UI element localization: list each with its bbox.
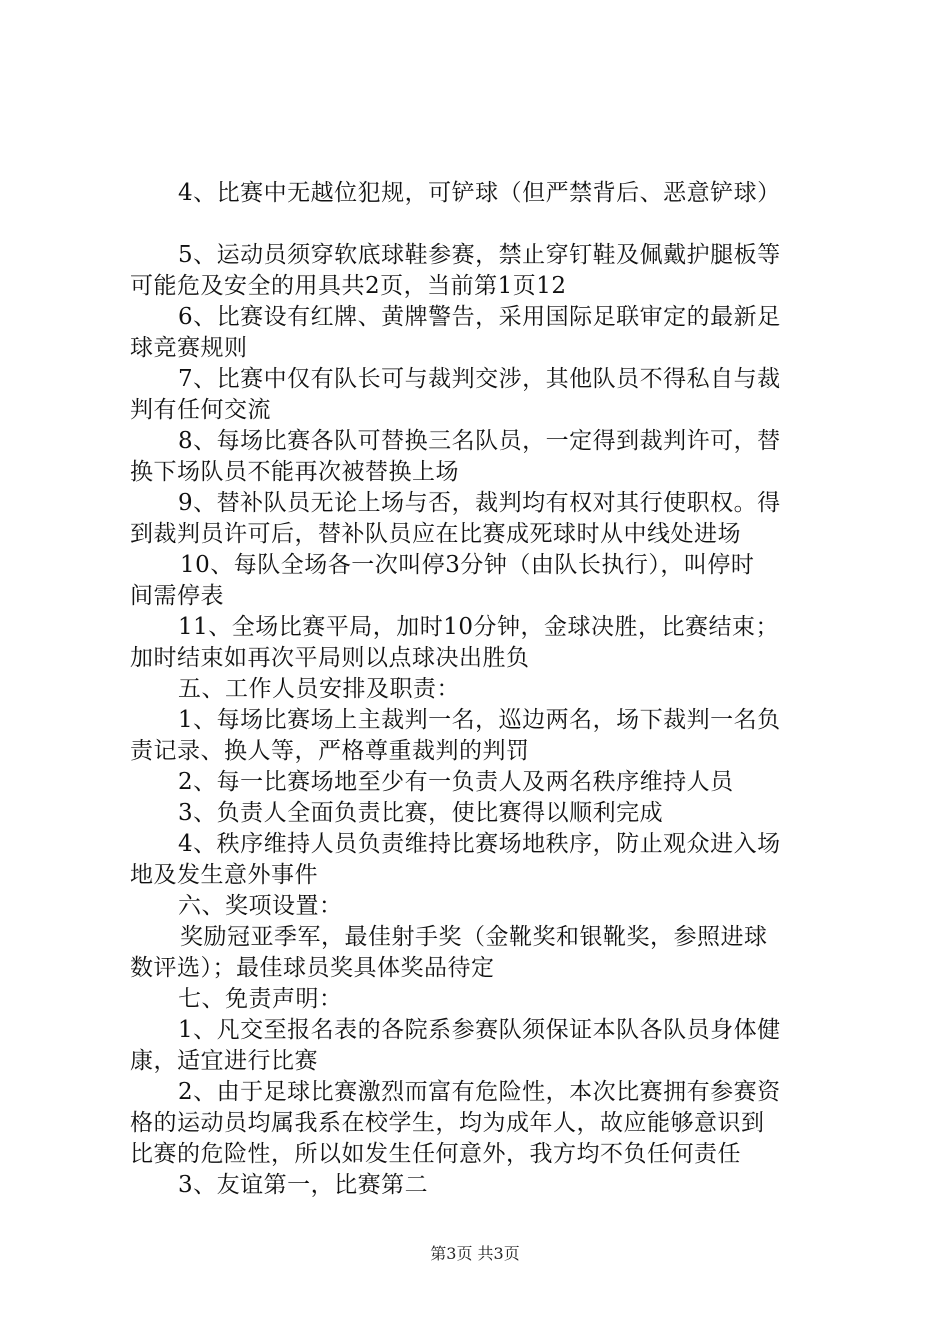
text-line: 9、替补队员无论上场与否，裁判均有权对其行使职权。得 <box>178 490 781 516</box>
text-line: 2、由于足球比赛激烈而富有危险性，本次比赛拥有参赛资 <box>178 1079 781 1105</box>
text-line: 责记录、换人等，严格尊重裁判的判罚 <box>130 738 530 764</box>
text-line: 换下场队员不能再次被替换上场 <box>130 459 459 485</box>
text-line: 判有任何交流 <box>130 397 271 423</box>
section-heading: 七、免责声明： <box>178 986 343 1012</box>
text-line: 6、比赛设有红牌、黄牌警告，采用国际足联审定的最新足 <box>178 304 781 330</box>
text-line: 球竞赛规则 <box>130 335 248 361</box>
text-line: 2、每一比赛场地至少有一负责人及两名秩序维持人员 <box>178 769 734 795</box>
text-line: 1、凡交至报名表的各院系参赛队须保证本队各队员身体健 <box>178 1017 781 1043</box>
text-line: 8、每场比赛各队可替换三名队员，一定得到裁判许可，替 <box>178 428 781 454</box>
text-line: 加时结束如再次平局则以点球决出胜负 <box>130 645 530 671</box>
text-line: 7、比赛中仅有队长可与裁判交涉，其他队员不得私自与裁 <box>178 366 781 392</box>
text-line: 格的运动员均属我系在校学生，均为成年人，故应能够意识到 <box>130 1110 765 1136</box>
text-line: 奖励冠亚季军，最佳射手奖（金靴奖和银靴奖，参照进球 <box>180 924 768 950</box>
text-line: 数评选）；最佳球员奖具体奖品待定 <box>130 955 495 981</box>
text-line: 10、每队全场各一次叫停3分钟（由队长执行），叫停时 <box>180 552 755 578</box>
text-line: 到裁判员许可后，替补队员应在比赛成死球时从中线处进场 <box>130 521 741 547</box>
text-line: 3、负责人全面负责比赛，使比赛得以顺利完成 <box>178 800 664 826</box>
text-line: 3、友谊第一，比赛第二 <box>178 1172 429 1198</box>
text-line: 4、比赛中无越位犯规，可铲球（但严禁背后、恶意铲球） <box>178 180 781 206</box>
text-line: 4、秩序维持人员负责维持比赛场地秩序，防止观众进入场 <box>178 831 781 857</box>
page-footer: 第3页 共3页 <box>430 1244 520 1263</box>
text-line: 地及发生意外事件 <box>130 862 318 888</box>
text-line: 5、运动员须穿软底球鞋参赛，禁止穿钉鞋及佩戴护腿板等 <box>178 242 781 268</box>
text-line: 间需停表 <box>130 583 224 609</box>
text-line: 1、每场比赛场上主裁判一名，巡边两名，场下裁判一名负 <box>178 707 781 733</box>
section-heading: 五、工作人员安排及职责： <box>178 676 460 702</box>
text-line: 比赛的危险性，所以如发生任何意外，我方均不负任何责任 <box>130 1141 741 1167</box>
text-line: 11、全场比赛平局，加时10分钟，金球决胜，比赛结束； <box>178 614 780 640</box>
text-line: 康，适宜进行比赛 <box>130 1048 318 1074</box>
text-line: 可能危及安全的用具共2页，当前第1页12 <box>130 273 567 299</box>
section-heading: 六、奖项设置： <box>178 893 343 919</box>
